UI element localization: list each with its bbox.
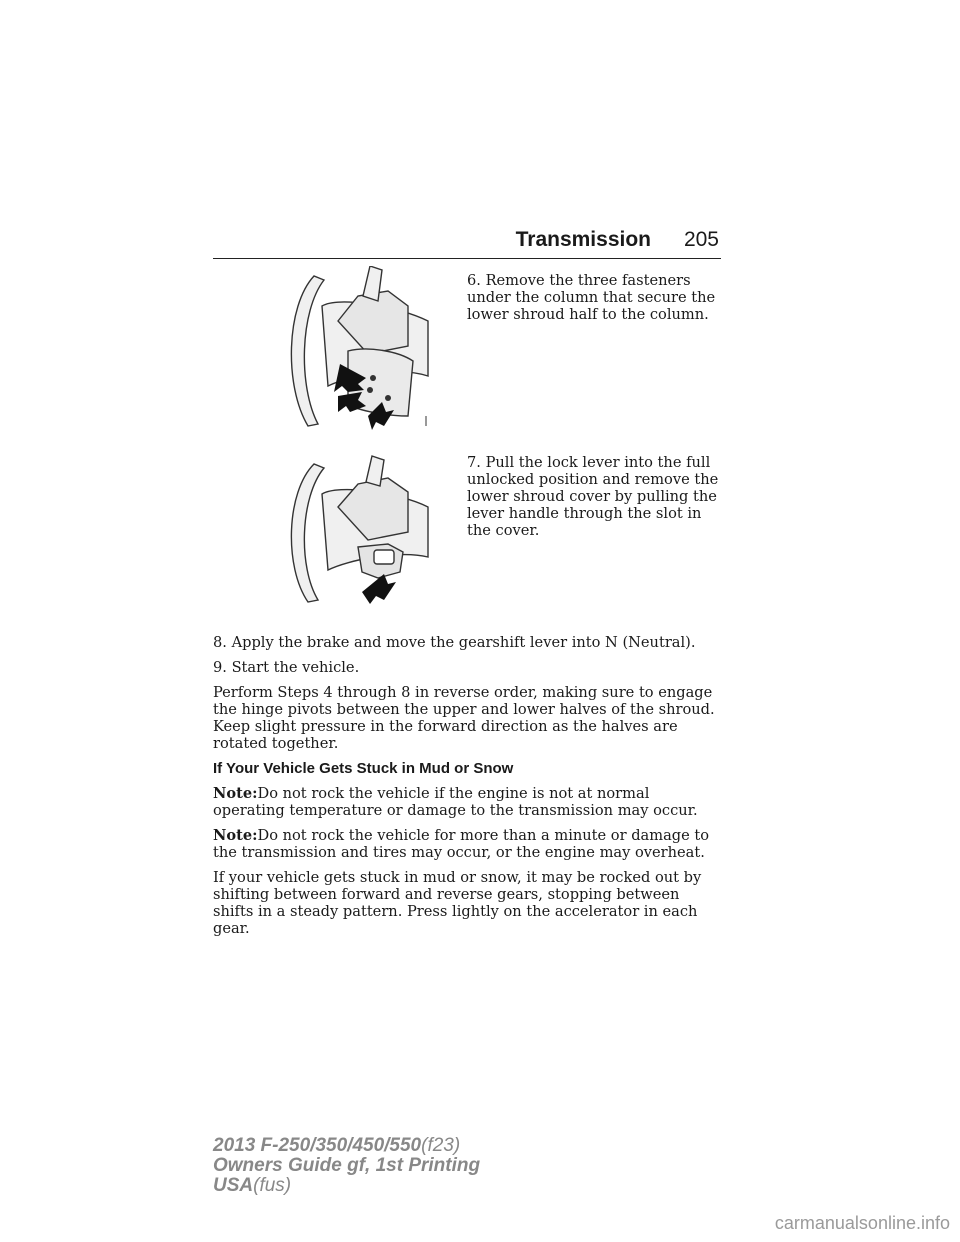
watermark: carmanualsonline.info: [774, 1213, 950, 1233]
arrow-icon: [362, 574, 396, 604]
note-label: Note:: [213, 785, 258, 802]
reverse-order-paragraph: Perform Steps 4 through 8 in reverse order, making sure to engage the hinge pivots between the upper and lower halves of the shroud. Keep slight pressure in the forward direction as the halves are rotated together.: [213, 684, 715, 752]
stuck-paragraph: If your vehicle gets stuck in mud or snow, it may be rocked out by shifting between forward and reverse gears, stopping between shifts in a steady pattern. Press lightly on the accelerator in each gear.: [213, 869, 702, 937]
steering-column-fasteners-illustration: [278, 266, 438, 436]
page-number: 205: [683, 228, 719, 251]
step-9-text: 9. Start the vehicle.: [213, 659, 360, 676]
footer-line-3: USA(fus): [213, 1175, 292, 1196]
note-label: Note:: [213, 827, 258, 844]
note-text: Do not rock the vehicle if the engine is not at normal operating temperature or damage to the transmission may occur.: [213, 785, 698, 819]
note-1: [213, 785, 723, 819]
step-6-text: 6. Remove the three fasteners under the column that secure the lower shroud half to the column.: [467, 272, 716, 323]
page-footer: [213, 1136, 480, 1196]
note-2: [213, 827, 723, 861]
footer-line-1: 2013 F-250/350/450/550(f23): [213, 1135, 461, 1156]
footer-line-2: Owners Guide gf, 1st Printing: [213, 1155, 481, 1176]
body-text: [213, 634, 723, 945]
page-header: [213, 228, 721, 259]
note-text: Do not rock the vehicle for more than a minute or damage to the transmission and tires may occur, or the engine may overheat.: [213, 827, 710, 861]
step-7-text: 7. Pull the lock lever into the full unlocked position and remove the lower shroud cover by pulling the lever handle through the slot in the cover.: [467, 454, 719, 539]
lock-lever-illustration: [278, 452, 438, 612]
step-8-text: 8. Apply the brake and move the gearshift lever into N (Neutral).: [213, 634, 696, 651]
section-heading: If Your Vehicle Gets Stuck in Mud or Snow: [213, 760, 514, 777]
chapter-title: Transmission: [515, 228, 651, 251]
